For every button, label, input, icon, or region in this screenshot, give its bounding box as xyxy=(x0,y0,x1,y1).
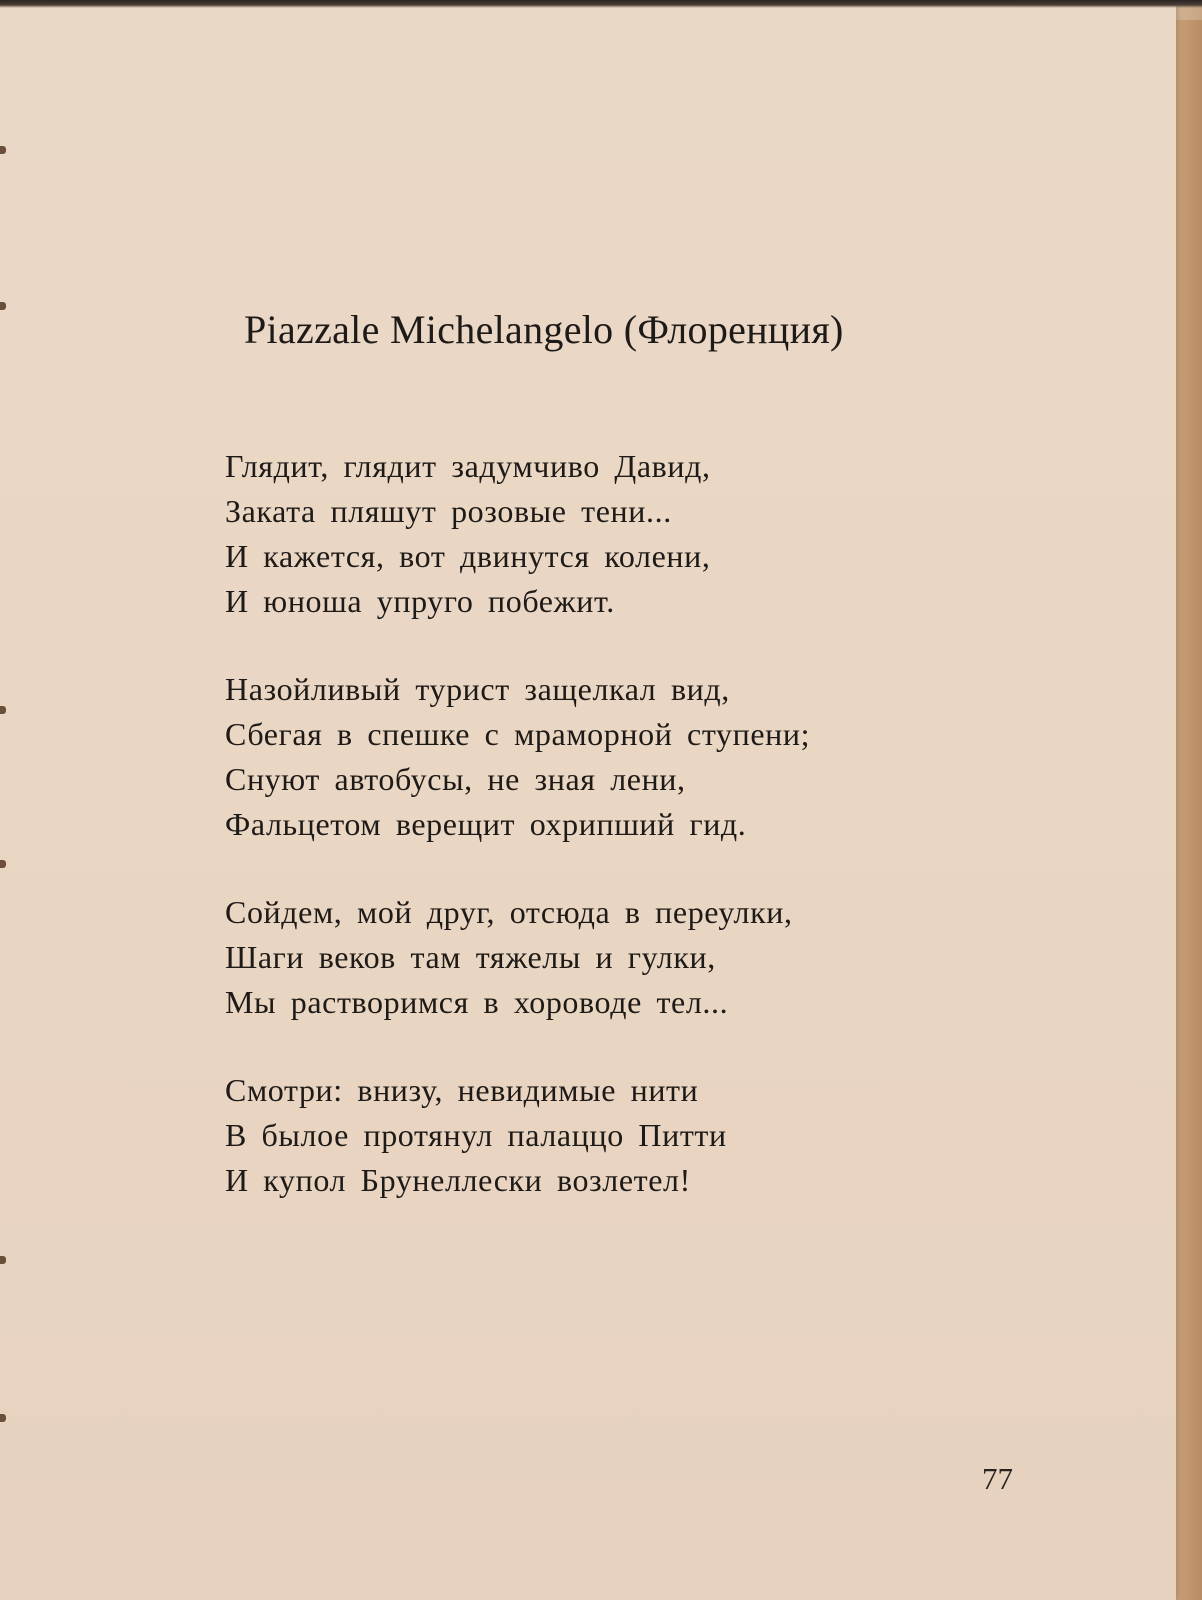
top-shadow xyxy=(0,0,1202,8)
poem-line: И юноша упруго побежит. xyxy=(225,583,615,619)
poem-line: Снуют автобусы, не зная лени, xyxy=(225,761,686,797)
page-number: 77 xyxy=(982,1461,1013,1496)
stanza-1 xyxy=(225,444,945,624)
binding-thread-mark xyxy=(0,706,6,714)
poem-line: Глядит, глядит задумчиво Давид, xyxy=(225,448,711,484)
stanza-2 xyxy=(225,667,945,847)
poem-line: И купол Брунеллески возлетел! xyxy=(225,1162,691,1198)
poem-line: Мы растворимся в хороводе тел... xyxy=(225,984,729,1020)
binding-thread-mark xyxy=(0,302,6,310)
binding-thread-mark xyxy=(0,1414,6,1422)
poem-line: Сбегая в спешке с мраморной ступени; xyxy=(225,716,811,752)
book-page xyxy=(0,6,1176,1600)
poem-line: В былое протянул палаццо Питти xyxy=(225,1117,727,1153)
poem-body xyxy=(225,444,945,1246)
binding-thread-mark xyxy=(0,146,6,154)
poem-line: Назойливый турист защелкал вид, xyxy=(225,671,730,707)
stanza-4 xyxy=(225,1068,945,1203)
binding-thread-mark xyxy=(0,1256,6,1264)
poem-line: Шаги веков там тяжелы и гулки, xyxy=(225,939,716,975)
poem-line: Заката пляшут розовые тени... xyxy=(225,493,672,529)
stanza-3 xyxy=(225,890,945,1025)
poem-line: Смотри: внизу, невидимые нити xyxy=(225,1072,699,1108)
poem-line: Фальцетом верещит охрипший гид. xyxy=(225,806,747,842)
binding-thread-mark xyxy=(0,860,6,868)
poem-line: Сойдем, мой друг, отсюда в переулки, xyxy=(225,894,793,930)
poem-line: И кажется, вот двинутся колени, xyxy=(225,538,711,574)
poem-title: Piazzale Michelangelo (Флоренция) xyxy=(244,307,844,352)
